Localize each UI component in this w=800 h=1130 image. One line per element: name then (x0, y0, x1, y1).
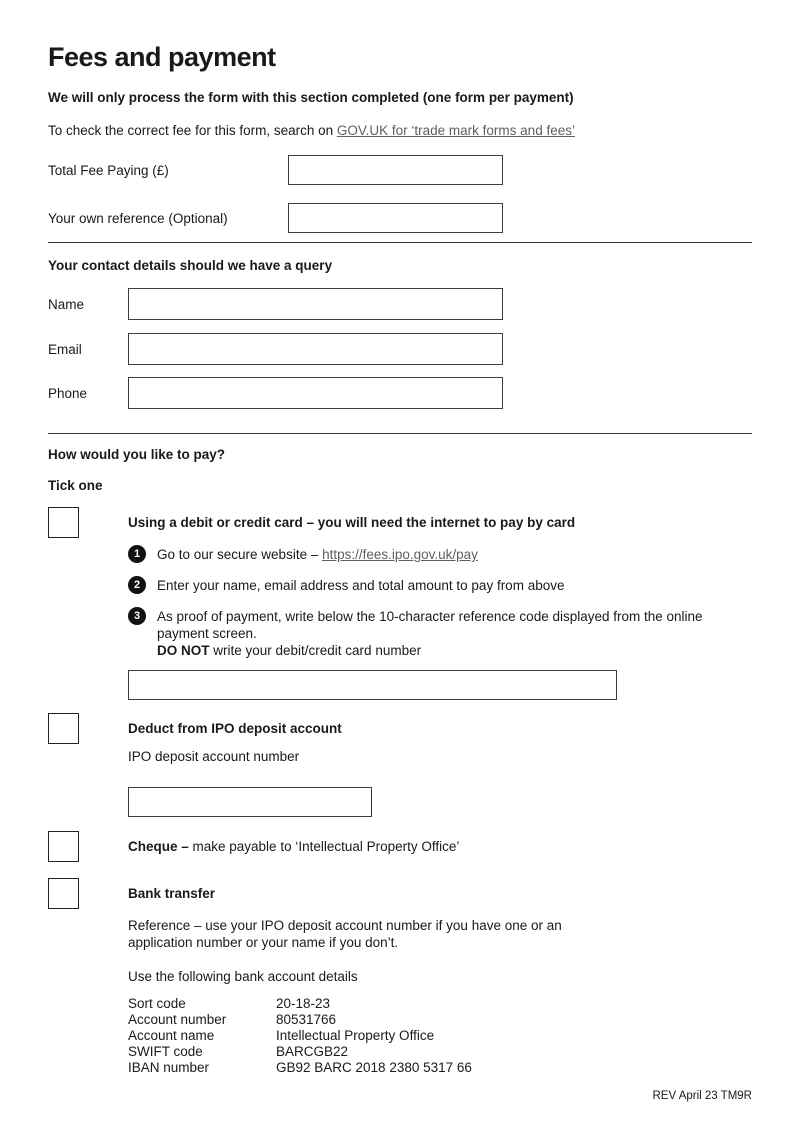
bank-detail-row (128, 1028, 752, 1044)
deposit-account-input[interactable] (128, 787, 372, 817)
sort-code-value: 20-18-23 (276, 996, 331, 1011)
bank-transfer-checkbox[interactable] (48, 878, 79, 909)
cheque-checkbox-col (48, 831, 128, 862)
section-divider-1 (48, 242, 752, 243)
bank-reference-note: Reference – use your IPO deposit account number if you have one or an application number or your name if you don’t. (128, 918, 562, 950)
step-1-text (157, 545, 478, 563)
phone-row (48, 377, 752, 409)
deposit-option (48, 713, 752, 817)
contact-heading: Your contact details should we have a query (48, 258, 333, 273)
card-step-2 (128, 576, 752, 594)
bank-option-content (128, 878, 752, 1076)
deposit-account-label: IPO deposit account number (128, 749, 300, 764)
card-option (48, 507, 752, 700)
account-number-label: Account number (128, 1012, 227, 1027)
card-step-1 (128, 545, 752, 563)
iban-number-value: GB92 BARC 2018 2380 5317 66 (276, 1060, 472, 1075)
cheque-title-text: make payable to ‘Intellectual Property Office’ (188, 839, 460, 854)
fee-check-instruction (48, 122, 752, 139)
cheque-option-content (128, 831, 752, 862)
bank-option-title: Bank transfer (128, 886, 216, 901)
email-label: Email (48, 341, 82, 357)
payment-heading: How would you like to pay? (48, 447, 226, 462)
step-1-prefix: Go to our secure website – (157, 547, 323, 562)
iban-number-label: IBAN number (128, 1060, 210, 1075)
swift-code-value: BARCGB22 (276, 1044, 349, 1059)
account-name-label: Account name (128, 1028, 215, 1043)
step-3-warning-bold: DO NOT (157, 643, 210, 658)
bank-detail-row (128, 996, 752, 1012)
bank-detail-row (128, 1044, 752, 1060)
account-name-value: Intellectual Property Office (276, 1028, 435, 1043)
step-3-warning-rest: write your debit/credit card number (209, 643, 422, 658)
email-input[interactable] (128, 333, 503, 365)
account-number-value: 80531766 (276, 1012, 337, 1027)
cheque-option-title (128, 831, 752, 862)
card-option-title: Using a debit or credit card – you will need the internet to pay by card (128, 515, 576, 530)
bank-transfer-option (48, 878, 752, 1076)
email-row (48, 333, 752, 365)
deposit-checkbox[interactable] (48, 713, 79, 744)
bank-detail-row (128, 1012, 752, 1028)
step-2-text: Enter your name, email address and total amount to pay from above (157, 578, 565, 593)
name-label: Name (48, 296, 85, 312)
step-3-number-icon: 3 (128, 607, 146, 625)
step-3-text (157, 607, 705, 659)
fee-check-text: To check the correct fee for this form, search on (48, 123, 337, 138)
fees-pay-link[interactable]: https://fees.ipo.gov.uk/pay (322, 547, 478, 562)
deposit-option-content (128, 713, 752, 817)
tick-one-label: Tick one (48, 478, 103, 493)
bank-checkbox-col (48, 878, 128, 909)
total-fee-input[interactable] (288, 155, 503, 185)
bank-use-details: Use the following bank account details (128, 969, 358, 984)
phone-input[interactable] (128, 377, 503, 409)
own-reference-label: Your own reference (Optional) (48, 210, 228, 226)
deposit-checkbox-col (48, 713, 128, 744)
form-revision-label: REV April 23 TM9R (652, 1090, 752, 1102)
card-steps (128, 545, 752, 659)
cheque-option (48, 831, 752, 862)
deposit-option-title: Deduct from IPO deposit account (128, 721, 342, 736)
step-3-main: As proof of payment, write below the 10-character reference code displayed from the online payment screen. (157, 609, 703, 641)
phone-label: Phone (48, 385, 88, 401)
card-checkbox[interactable] (48, 507, 79, 538)
card-option-content (128, 507, 752, 700)
step-2-number-icon: 2 (128, 576, 146, 594)
step-1-number-icon: 1 (128, 545, 146, 563)
cheque-title-bold: Cheque – (128, 839, 189, 854)
page-title: Fees and payment (48, 42, 276, 72)
bank-details-table (128, 996, 752, 1076)
card-step-3 (128, 607, 752, 659)
section-divider-2 (48, 433, 752, 434)
govuk-fees-link[interactable]: GOV.UK for ‘trade mark forms and fees’ (336, 123, 575, 138)
total-fee-label: Total Fee Paying (£) (48, 162, 169, 178)
own-reference-row (48, 203, 752, 233)
total-fee-row (48, 155, 752, 185)
cheque-checkbox[interactable] (48, 831, 79, 862)
card-checkbox-col (48, 507, 128, 538)
own-reference-input[interactable] (288, 203, 503, 233)
name-input[interactable] (128, 288, 503, 320)
card-reference-input[interactable] (128, 670, 617, 700)
swift-code-label: SWIFT code (128, 1044, 203, 1059)
sort-code-label: Sort code (128, 996, 186, 1011)
process-notice: We will only process the form with this section completed (one form per payment) (48, 90, 574, 105)
bank-detail-row (128, 1060, 752, 1076)
name-row (48, 288, 752, 320)
